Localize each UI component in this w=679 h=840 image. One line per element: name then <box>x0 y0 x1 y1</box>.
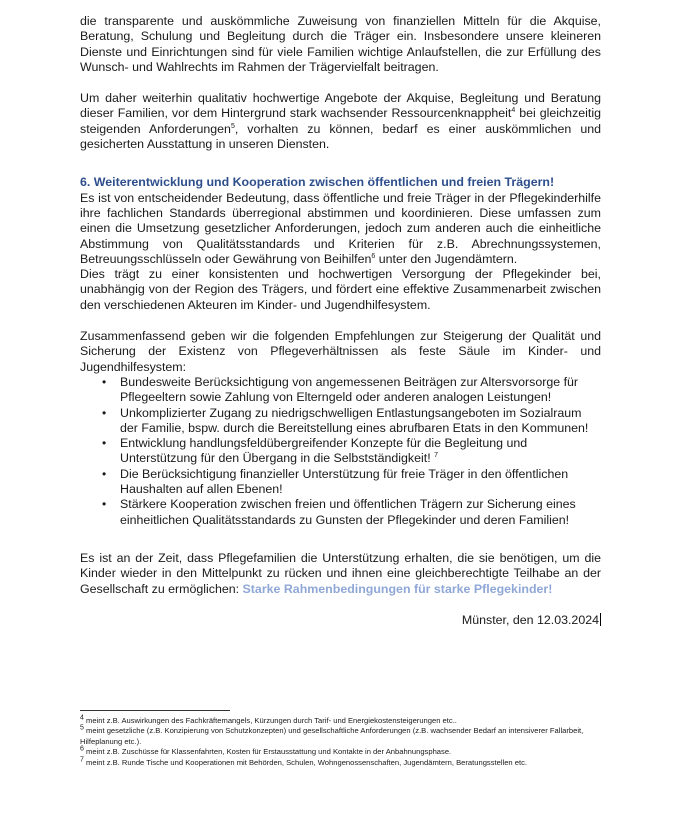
footnote-text: meint z.B. Runde Tische und Kooperationen mit Behörden, Schulen, Wohngenossenschaften, Jugendämtern, Beratungsstellen etc. <box>83 757 528 767</box>
text-segment: Es ist von entscheidender Bedeutung, dass öffentliche und freie Träger in der Pflegekinderhilfe ihre fachlichen Standards überregional abstimmen und koordinieren. Diese umfassen zum einen die Umsetzung gesetzlicher Anforderungen, jedoch zum anderen auch die einheitliche Abstimmung von Qualitätsstandards und Kriterien für z.B. Abrechnungssystemen, Betreuungsschlüsseln oder Gewährung von Beihilfen <box>80 190 601 266</box>
footnote-ref-4: 4 <box>511 107 516 115</box>
text-segment: bei gleichzeitig steigenden Anforderungen <box>80 106 601 136</box>
section-heading: 6. Weiterentwicklung und Kooperation zwischen öffentlichen und freien Trägern! <box>80 175 555 190</box>
text-segment: Um daher weiterhin qualitativ hochwertige Angebote der Akquise, Begleitung und Beratung dieser Familien, vor dem Hintergrund stark wachsender Ressourcenknappheit <box>80 91 601 121</box>
footnote-number: 5 <box>80 724 84 732</box>
footnote-ref-6: 6 <box>371 252 376 260</box>
footnote-text: meint z.B. Auswirkungen des Fachkräftemangels, Kürzungen durch Tarif- und Energiekostensteigerungen etc.. <box>83 716 457 725</box>
date-line <box>80 613 601 628</box>
footnote-number: 7 <box>80 756 84 764</box>
footnote-divider <box>80 710 230 711</box>
footnote-ref-5: 5 <box>230 122 235 130</box>
bullet-icon: • <box>102 374 107 389</box>
footnote-number: 4 <box>80 714 84 722</box>
bullet-icon: • <box>102 466 107 481</box>
footnote-item <box>80 726 600 747</box>
paragraph-funding: die transparente und auskömmliche Zuweisung von finanziellen Mitteln für die Akquise, Beratung, Schulung und Begleitung durch die Träger ein. Insbesondere unsere kleineren Dienste und Einrichtungen sind für viele Familien wichtige Anlaufstellen, die zur Erfüllung des Wunsch- und Wahlrechts im Rahmen der Trägervielfalt beitragen. <box>80 14 601 74</box>
paragraph-summary: Zusammenfassend geben wir die folgenden Empfehlungen zur Steigerung der Qualität und Sicherung der Existenz von Pflegeverhältnissen als feste Säule im Kinder- und Jugendhilfesystem: <box>80 329 601 374</box>
footnote-ref-7: 7 <box>434 452 438 460</box>
list-item-text: Die Berücksichtigung finanzieller Unterstützung für freie Träger in den öffentlichen Haushalten auf allen Ebenen! <box>120 466 569 497</box>
paragraph-consistency: Dies trägt zu einer konsistenten und hochwertigen Versorgung der Pflegekinder bei, unabhängig von der Region des Trägers, und fördert eine effektive Zusammenarbeit zwischen den verschiedenen Akteuren im Kinder- und Jugendhilfesystem. <box>80 267 601 312</box>
list-item <box>80 375 601 406</box>
place-date: Münster, den 12.03.2024 <box>461 612 599 627</box>
list-item <box>80 467 601 498</box>
list-item <box>80 436 601 467</box>
paragraph-quality-offers <box>80 91 601 152</box>
footnote-item <box>80 716 600 726</box>
bullet-icon: • <box>102 436 107 451</box>
footnote-item <box>80 747 600 757</box>
footnotes-section <box>80 710 600 768</box>
list-item <box>80 406 601 437</box>
text-segment: unter den Jugendämtern. <box>375 251 518 266</box>
list-item-text: Bundesweite Berücksichtigung von angemessenen Beiträgen zur Altersvorsorge für Pflegeeltern sowie Zahlung von Elterngeld oder anderen analogen Leistungen! <box>120 374 579 405</box>
footnote-list <box>80 716 600 768</box>
text-cursor <box>600 613 601 626</box>
paragraph-closing <box>80 551 601 597</box>
bullet-icon: • <box>102 405 107 420</box>
closing-slogan: Starke Rahmenbedingungen für starke Pflegekinder! <box>242 581 553 596</box>
bullet-icon: • <box>102 497 107 512</box>
recommendation-list <box>80 375 601 528</box>
footnote-number: 6 <box>80 745 84 753</box>
paragraph-coordination <box>80 191 601 267</box>
footnote-text: meint z.B. Zuschüsse für Klassenfahrten, Kosten für Erstausstattung und Kontakte in der Anbahnungsphase. <box>83 747 452 757</box>
document-page <box>80 14 601 628</box>
list-item-text: Unkomplizierter Zugang zu niedrigschwelligen Entlastungsangeboten im Sozialraum der Familie, bspw. durch die Bereitstellung eines abrufbaren Etats in den Kommunen! <box>120 405 589 435</box>
text-segment: , vorhalten zu können, bedarf es einer auskömmlichen und gesicherten Ausstattung in unseren Diensten. <box>80 121 601 152</box>
list-item-text: Entwicklung handlungsfeldübergreifender Konzepte für die Begleitung und Unterstützung für den Übergang in die Selbstständigkeit! <box>120 436 528 466</box>
footnote-item <box>80 758 600 768</box>
text-segment: Es ist an der Zeit, dass Pflegefamilien die Unterstützung erhalten, die sie benötigen, um die Kinder wieder in den Mittelpunkt zu rücken und ihnen eine gleichberechtigte Teilhabe an der Gesellschaft zu ermöglichen: <box>80 550 601 596</box>
footnote-text: meint gesetzliche (z.B. Konzipierung von Schutzkonzepten) und gesellschaftliche Anforderungen (z.B. wachsender Bedarf an intensiverer Fallarbeit, Hilfeplanung etc.). <box>80 726 584 746</box>
list-item <box>80 497 601 528</box>
list-item-text: Stärkere Kooperation zwischen freien und öffentlichen Trägern zur Sicherung eines einheitlichen Qualitätsstandards zu Gunsten der Pflegekinder und deren Familien! <box>120 497 576 527</box>
